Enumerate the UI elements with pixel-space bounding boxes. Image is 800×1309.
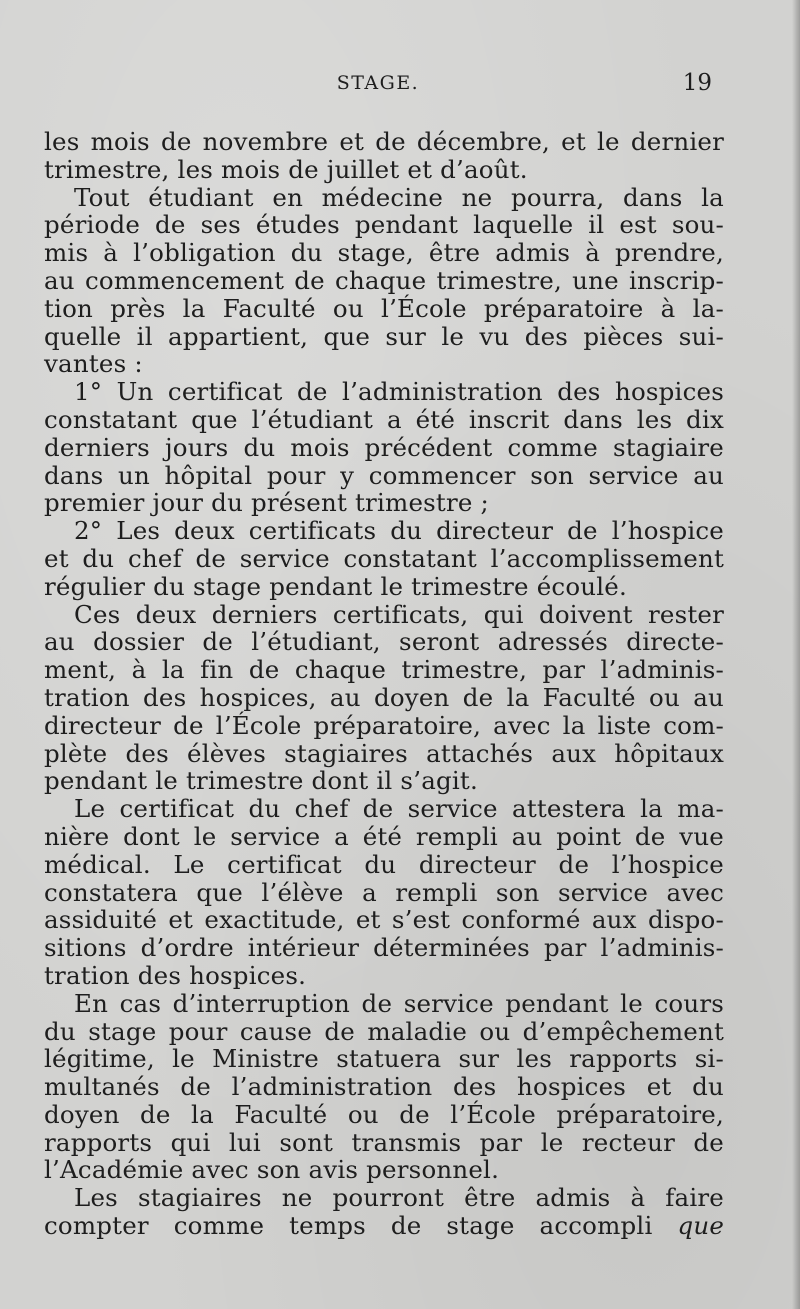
italic-word: que	[677, 1211, 725, 1241]
text-line: Le certificat du chef de service attestera la ma-	[74, 794, 724, 824]
page-number: 19	[682, 70, 712, 96]
text-line: 1° Un certificat de l’administration des hospices	[74, 377, 724, 407]
text-line: trimestre, les mois de juillet et d’août.	[44, 154, 528, 184]
text-line: médical. Le certificat du directeur de l’hospice	[44, 849, 724, 879]
text-line: dans un hôpital pour y commencer son service au	[44, 460, 724, 490]
text-line: derniers jours du mois précédent comme stagiaire	[44, 432, 724, 462]
text-line: vantes :	[44, 349, 143, 379]
text-line: premier jour du présent trimestre ;	[44, 488, 490, 518]
text-line: multanés de l’administration des hospices et du	[44, 1072, 724, 1102]
text-line: Les stagiaires ne pourront être admis à faire	[74, 1183, 724, 1213]
text-line: 2° Les deux certificats du directeur de l’hospice	[74, 516, 724, 546]
text-line: rapports qui lui sont transmis par le recteur de	[44, 1127, 724, 1157]
page-edge-shadow	[792, 0, 800, 1309]
text-line: les mois de novembre et de décembre, et le dernier	[44, 127, 724, 156]
text-line: Ces deux derniers certificats, qui doivent rester	[74, 599, 724, 629]
text-line: sitions d’ordre intérieur déterminées par l’adminis-	[44, 933, 724, 963]
text-line: ment, à la fin de chaque trimestre, par l’adminis-	[44, 655, 724, 685]
running-title: STAGE.	[336, 72, 420, 94]
text-line: assiduité et exactitude, et s’est conformé aux dispo-	[44, 905, 724, 935]
body-text	[44, 128, 724, 1240]
text-line: l’Académie avec son avis personnel.	[44, 1155, 500, 1185]
text-line: tration des hospices, au doyen de la Faculté ou au	[44, 682, 724, 712]
text-line: plète des élèves stagiaires attachés aux hôpitaux	[44, 738, 724, 768]
page-header	[44, 72, 712, 102]
text-line: du stage pour cause de maladie ou d’empêchement	[44, 1016, 724, 1046]
text-line: nière dont le service a été rempli au point de vue	[44, 821, 724, 851]
text-line: quelle il appartient, que sur le vu des pièces sui-	[44, 321, 724, 351]
text-line: doyen de la Faculté ou de l’École préparatoire,	[44, 1099, 724, 1129]
text-line-last	[44, 1212, 724, 1240]
text-line: directeur de l’École préparatoire, avec la liste com-	[44, 710, 724, 740]
text-line: constatera que l’élève a rempli son service avec	[44, 877, 724, 907]
text-line: tration des hospices.	[44, 960, 307, 990]
text-line: En cas d’interruption de service pendant le cours	[74, 988, 724, 1018]
text-line: constatant que l’étudiant a été inscrit dans les dix	[44, 404, 724, 434]
text-line: au commencement de chaque trimestre, une inscrip-	[44, 265, 724, 295]
text-line: au dossier de l’étudiant, seront adressés directe-	[44, 627, 724, 657]
text-line: légitime, le Ministre statuera sur les rapports si-	[44, 1044, 724, 1074]
text-line: période de ses études pendant laquelle il est sou-	[44, 210, 724, 240]
text-line: et du chef de service constatant l’accomplissement	[44, 543, 724, 573]
text-line: Tout étudiant en médecine ne pourra, dans la	[74, 182, 724, 212]
text-line: régulier du stage pendant le trimestre écoulé.	[44, 571, 627, 601]
text-line: pendant le trimestre dont il s’agit.	[44, 766, 478, 796]
text-line: mis à l’obligation du stage, être admis à prendre,	[44, 238, 724, 268]
text-line-last-body: compter comme temps de stage accompli	[44, 1211, 653, 1241]
text-line: tion près la Faculté ou l’École préparatoire à la-	[44, 293, 724, 323]
